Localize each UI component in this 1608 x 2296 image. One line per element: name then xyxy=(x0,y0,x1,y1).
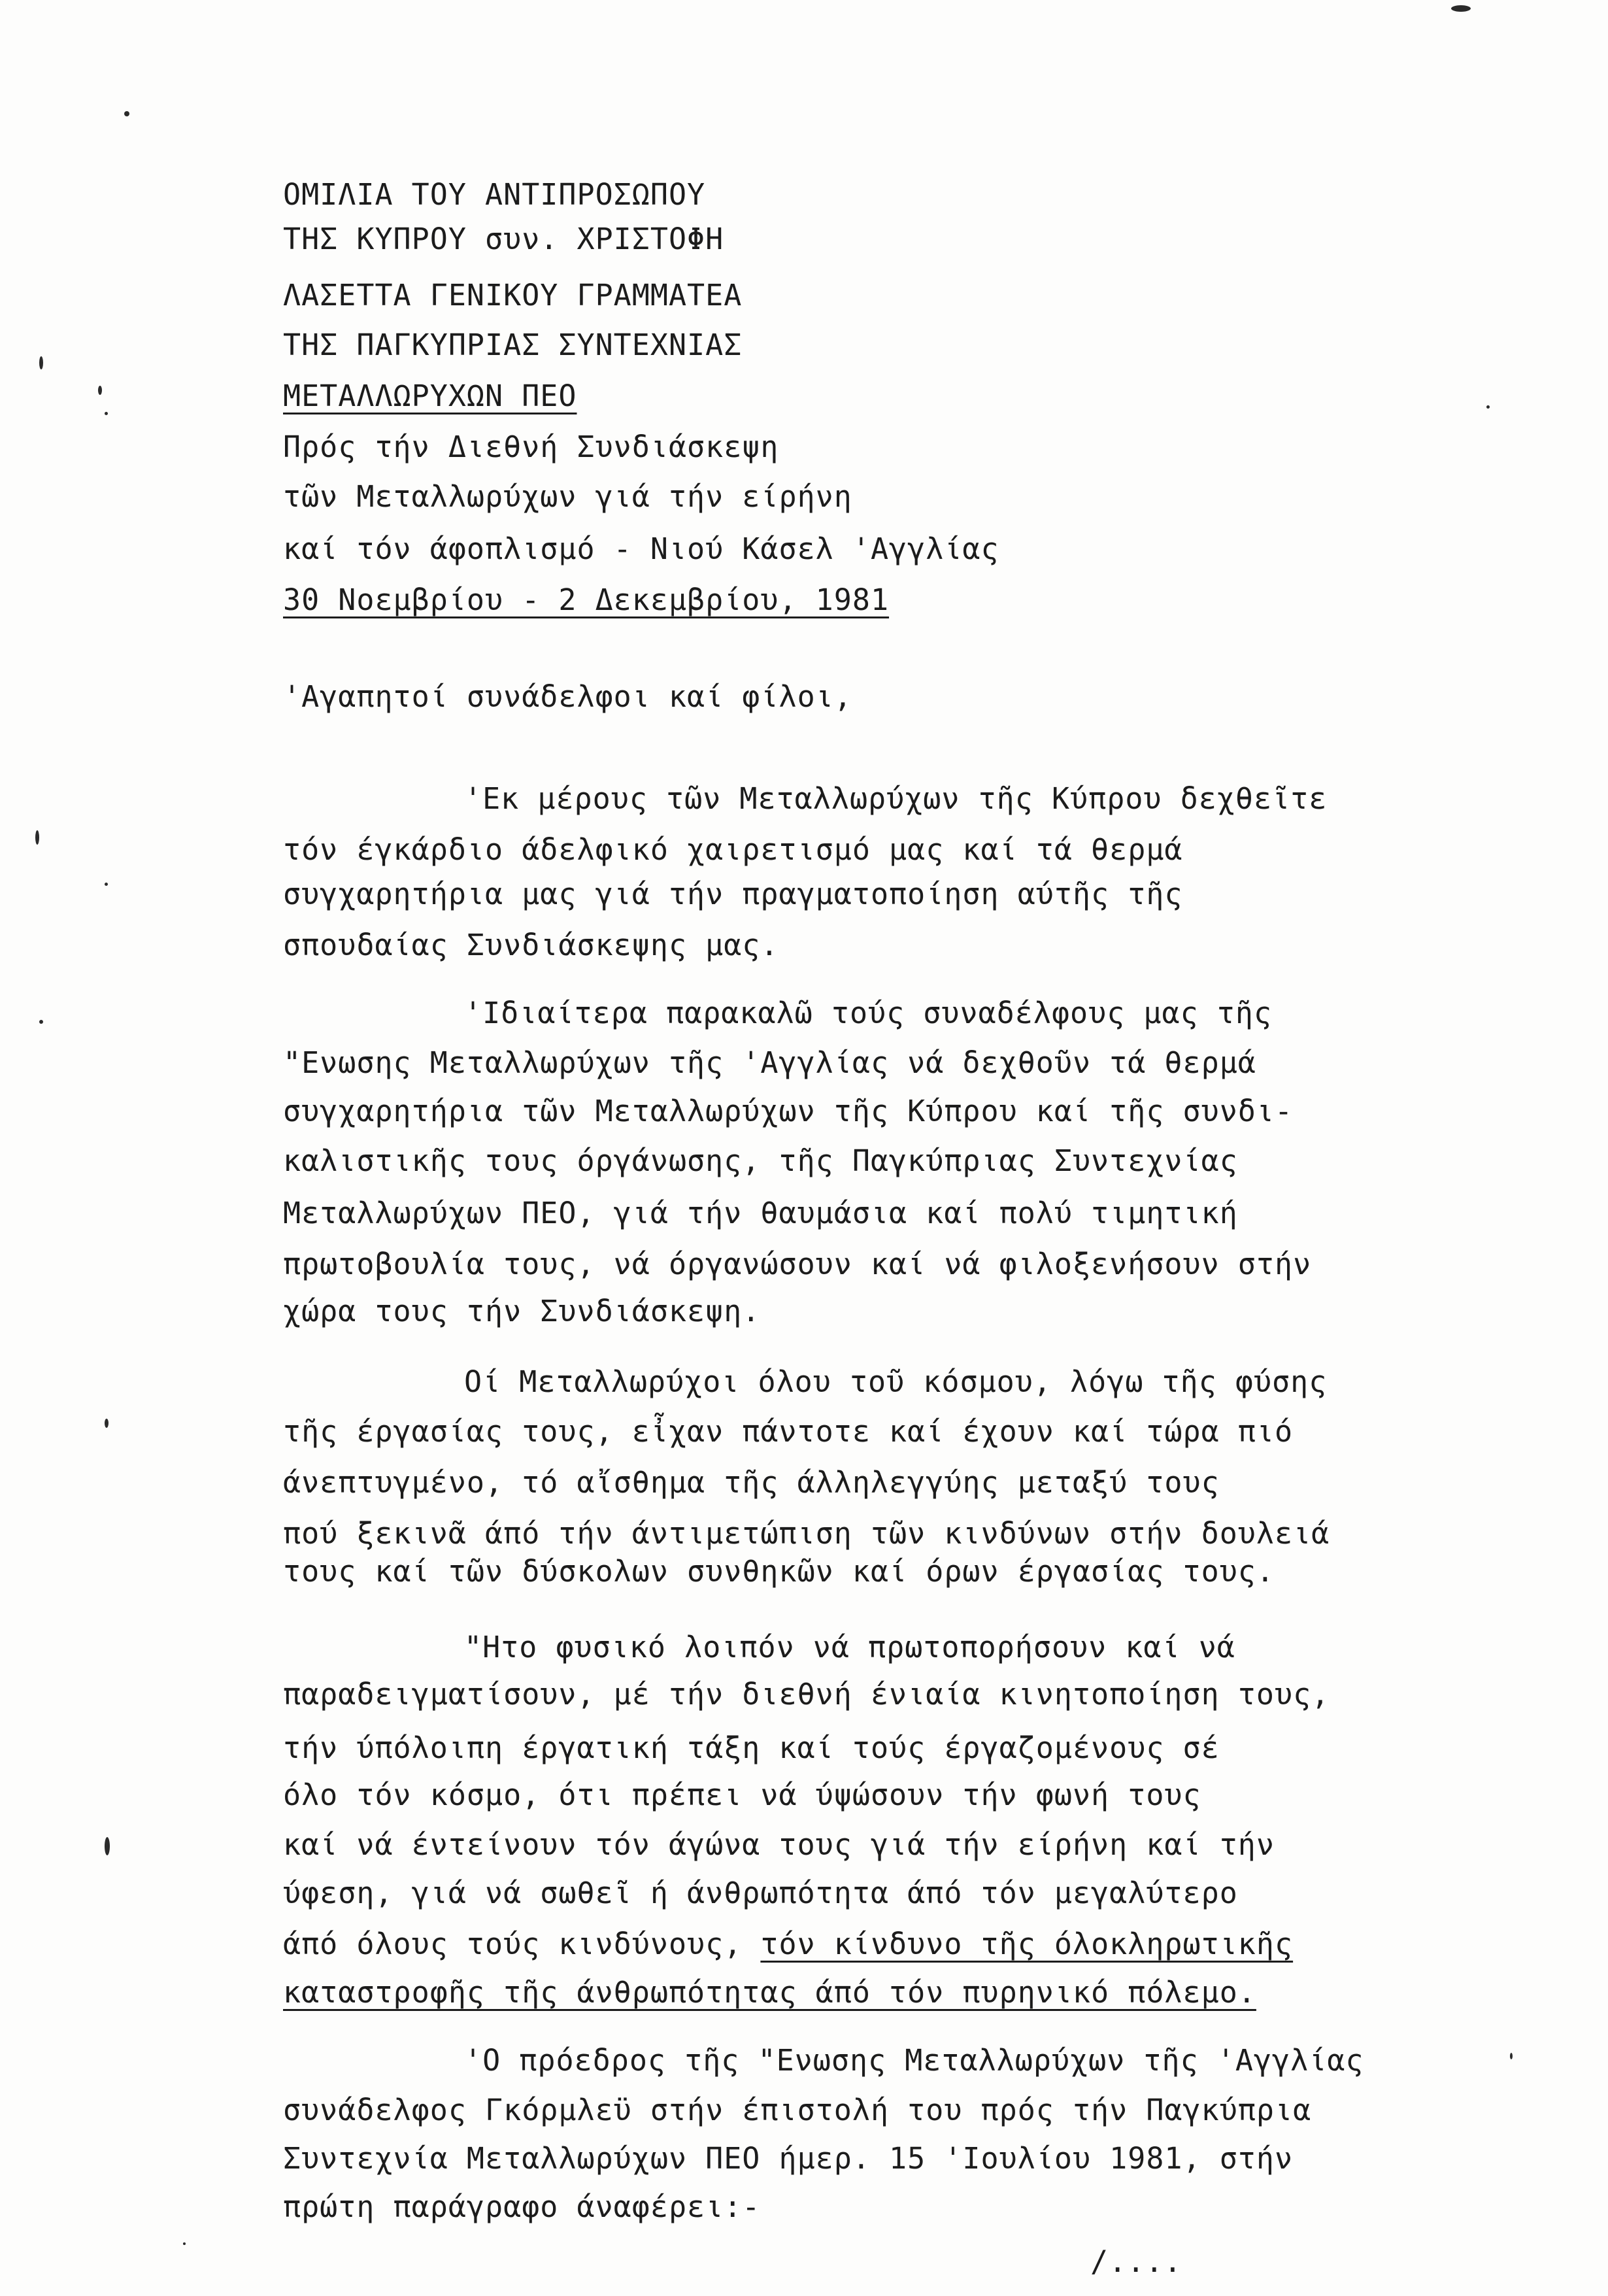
paragraph-3-line-4: πού ξεκινᾶ άπό τήν άντιμετώπιση τῶν κινδύνων στήν δουλειά xyxy=(283,1516,1330,1551)
paragraph-4-line-7-plain: άπό όλους τούς κινδύνους, xyxy=(283,1927,761,1961)
paragraph-2-line-3: συγχαρητήρια τῶν Μεταλλωρύχων τῆς Κύπρου καί τῆς συνδι- xyxy=(283,1094,1294,1128)
paragraph-4-line-7 xyxy=(283,1925,1293,1964)
header-line-4: ΤΗΣ ΠΑΓΚΥΠΡΙΑΣ ΣΥΝΤΕΧΝΙΑΣ xyxy=(283,328,743,362)
paragraph-4-line-4: όλο τόν κόσμο, ότι πρέπει νά ύψώσουν τήν φωνή τους xyxy=(283,1778,1201,1812)
scan-speck xyxy=(39,356,43,369)
paragraph-3-line-5: τους καί τῶν δύσκολων συνθηκῶν καί όρων έργασίας τους. xyxy=(283,1554,1275,1589)
salutation: 'Αγαπητοί συνάδελφοι καί φίλοι, xyxy=(283,679,852,714)
header-line-2: ΤΗΣ ΚΥΠΡΟΥ συν. ΧΡΙΣΤΟΦΗ xyxy=(283,222,724,256)
paragraph-2-line-6: πρωτοβουλία τους, νά όργανώσουν καί νά φιλοξενήσουν στήν xyxy=(283,1247,1312,1281)
paragraph-2-line-7: χώρα τους τήν Συνδιάσκεψη. xyxy=(283,1294,761,1328)
header-line-5: ΜΕΤΑΛΛΩΡΥΧΩΝ ΠΕΟ xyxy=(283,379,577,413)
paragraph-3-line-1: Οί Μεταλλωρύχοι όλου τοῦ κόσμου, λόγω τῆς φύσης xyxy=(464,1364,1328,1399)
paragraph-4-line-2: παραδειγματίσουν, μέ τήν διεθνή ένιαία κινητοποίηση τους, xyxy=(283,1677,1330,1712)
paragraph-2-line-4: καλιστικῆς τους όργάνωσης, τῆς Παγκύπριας Συντεχνίας xyxy=(283,1143,1238,1178)
paragraph-2-line-1: 'Ιδιαίτερα παρακαλῶ τούς συναδέλφους μας τῆς xyxy=(464,996,1273,1030)
header-line-7: τῶν Μεταλλωρύχων γιά τήν είρήνη xyxy=(283,479,852,514)
paragraph-1-line-2: τόν έγκάρδιο άδελφικό χαιρετισμό μας καί τά θερμά xyxy=(283,832,1183,867)
paragraph-2-line-2: "Ενωσης Μεταλλωρύχων τῆς 'Αγγλίας νά δεχθοῦν τά θερμά xyxy=(283,1045,1256,1080)
header-line-3: ΛΑΣΕΤΤΑ ΓΕΝΙΚΟΥ ΓΡΑΜΜΑΤΕΑ xyxy=(283,278,743,312)
paragraph-1-line-4: σπουδαίας Συνδιάσκεψης μας. xyxy=(283,928,779,962)
paragraph-1-line-1: 'Εκ μέρους τῶν Μεταλλωρύχων τῆς Κύπρου δεχθεῖτε xyxy=(464,781,1328,816)
paragraph-3-line-3: άνεπτυγμένο, τό αἴσθημα τῆς άλληλεγγύης μεταξύ τους xyxy=(283,1465,1220,1500)
header-line-8: καί τόν άφοπλισμό - Νιού Κάσελ 'Αγγλίας xyxy=(283,532,999,566)
scan-speck xyxy=(183,2242,186,2245)
scan-speck xyxy=(98,386,102,395)
header-line-1: ΟΜΙΛΙΑ ΤΟΥ ΑΝΤΙΠΡΟΣΩΠΟΥ xyxy=(283,177,706,212)
header-line-6: Πρός τήν Διεθνή Συνδιάσκεψη xyxy=(283,430,779,464)
scan-speck xyxy=(124,111,129,116)
scan-speck xyxy=(105,1419,109,1428)
scan-speck xyxy=(1451,5,1471,12)
paragraph-5-line-1: 'Ο πρόεδρος τῆς "Ενωσης Μεταλλωρύχων τῆς 'Αγγλίας xyxy=(464,2043,1364,2078)
paragraph-4-line-1: "Ητο φυσικό λοιπόν νά πρωτοπορήσουν καί νά xyxy=(464,1630,1235,1664)
paragraph-1-line-3: συγχαρητήρια μας γιά τήν πραγματοποίηση αύτῆς τῆς xyxy=(283,877,1183,911)
paragraph-5-line-2: συνάδελφος Γκόρμλεϋ στήν έπιστολή του πρός τήν Παγκύπρια xyxy=(283,2093,1312,2127)
scan-speck xyxy=(39,1020,43,1024)
header-date-line: 30 Νοεμβρίου - 2 Δεκεμβρίου, 1981 xyxy=(283,582,890,617)
scan-speck xyxy=(1510,2053,1513,2059)
paragraph-2-line-5: Μεταλλωρύχων ΠΕΟ, γιά τήν θαυμάσια καί πολύ τιμητική xyxy=(283,1196,1238,1230)
scan-speck xyxy=(105,883,108,886)
scan-speck xyxy=(1486,405,1490,409)
paragraph-5-line-4: πρώτη παράγραφο άναφέρει:- xyxy=(283,2189,761,2224)
paragraph-4-line-6: ύφεση, γιά νά σωθεῖ ή άνθρωπότητα άπό τόν μεγαλύτερο xyxy=(283,1876,1238,1910)
scan-speck xyxy=(105,1837,110,1855)
continuation-mark: /.... xyxy=(1090,2244,1182,2279)
paragraph-5-line-3: Συντεχνία Μεταλλωρύχων ΠΕΟ ήμερ. 15 'Ιουλίου 1981, στήν xyxy=(283,2141,1294,2176)
paragraph-4-line-3: τήν ύπόλοιπη έργατική τάξη καί τούς έργαζομένους σέ xyxy=(283,1730,1220,1765)
paragraph-4-line-8-underlined: καταστροφῆς τῆς άνθρωπότητας άπό τόν πυρηνικό πόλεμο. xyxy=(283,1975,1256,2010)
scan-speck xyxy=(105,412,108,415)
paragraph-4-line-7-underlined: τόν κίνδυνο τῆς όλοκληρωτικῆς xyxy=(760,1927,1294,1961)
paragraph-4-line-5: καί νά έντείνουν τόν άγώνα τους γιά τήν είρήνη καί τήν xyxy=(283,1827,1275,1862)
paragraph-3-line-2: τῆς έργασίας τους, εἶχαν πάντοτε καί έχουν καί τώρα πιό xyxy=(283,1414,1294,1449)
scan-speck xyxy=(35,830,39,845)
